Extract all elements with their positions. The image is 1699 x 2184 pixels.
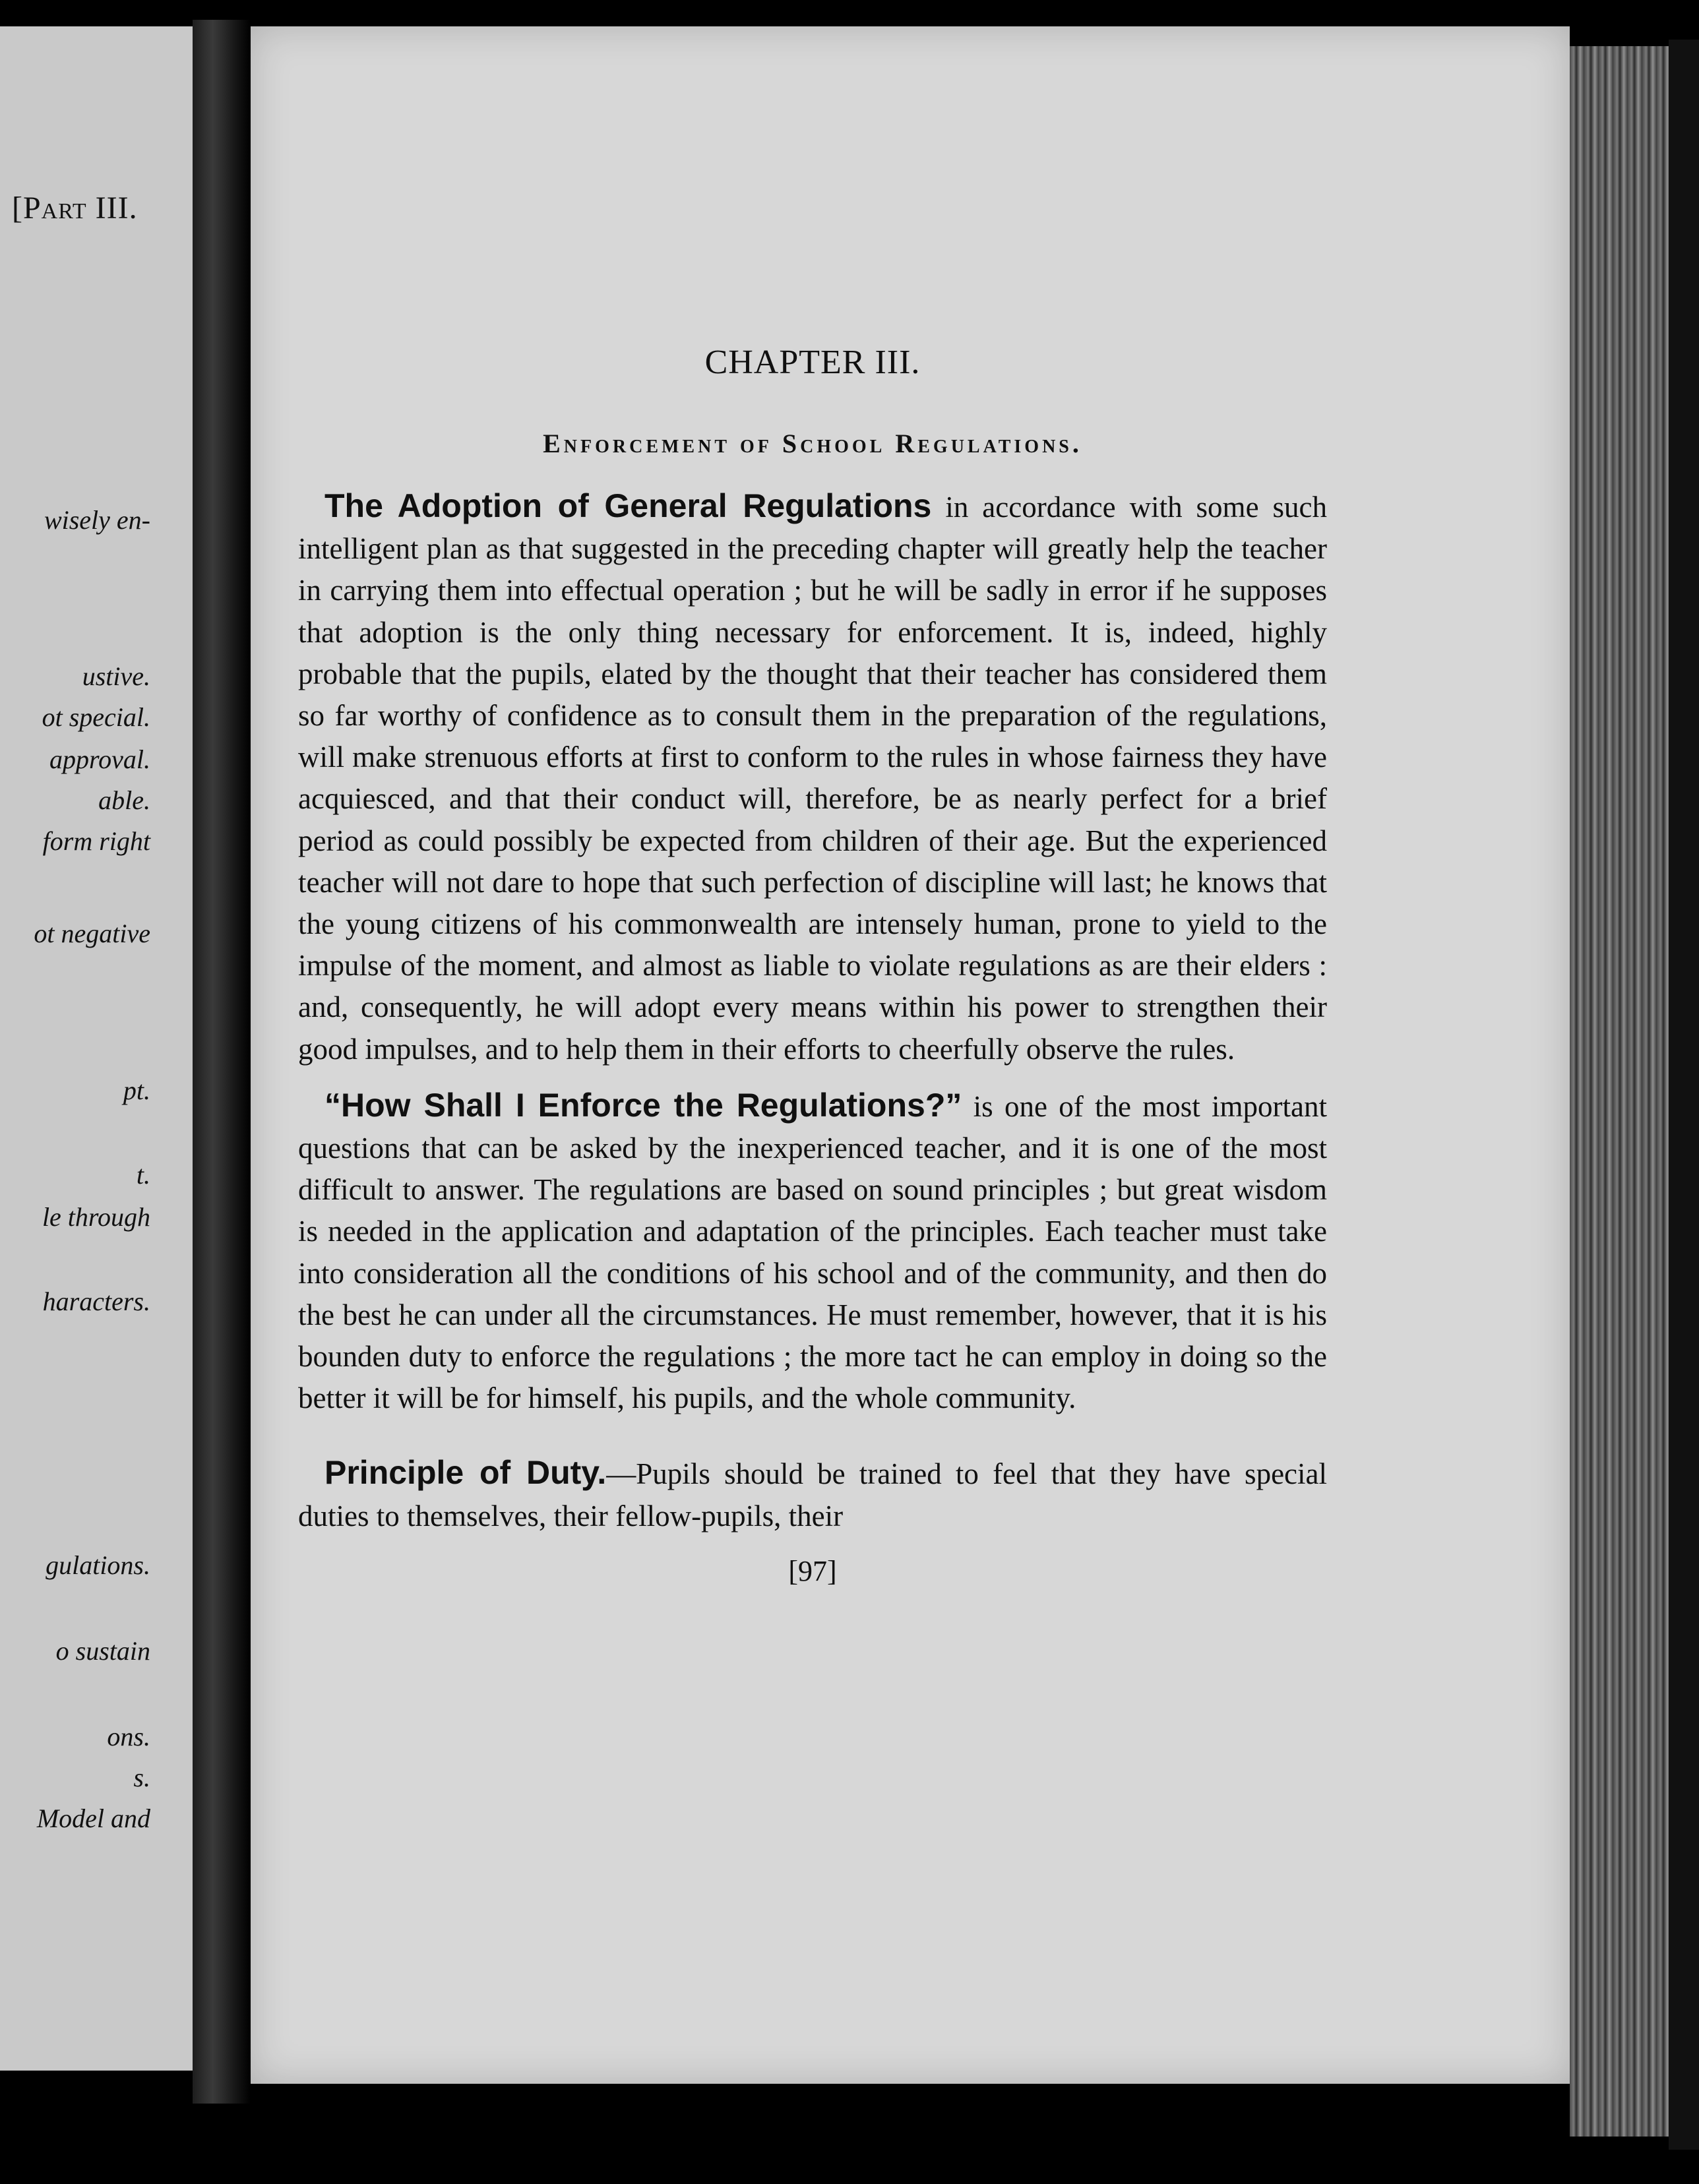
margin-text-line: haracters. — [42, 1287, 150, 1316]
running-header: [Part III. — [12, 191, 138, 226]
margin-text-line: s. — [133, 1763, 150, 1792]
paragraph-lead: Principle of Duty. — [324, 1454, 607, 1492]
margin-text-line: pt. — [123, 1076, 150, 1105]
paragraph-text: —Pupils should be trained to feel that they have special duties to themselves, their fellow-pupils, their — [298, 1457, 1327, 1532]
margin-text-line: approval. — [49, 744, 150, 774]
margin-text-line: o sustain — [55, 1636, 150, 1666]
margin-text-line: ons. — [107, 1722, 150, 1751]
paragraph-duty — [298, 1452, 1327, 1536]
page-content — [298, 343, 1327, 1588]
paragraph-adoption — [298, 485, 1327, 1070]
margin-text-line: le through — [42, 1202, 150, 1232]
section-title: Enforcement of School Regulations. — [543, 429, 1082, 458]
margin-text-line: t. — [136, 1160, 150, 1190]
chapter-heading: CHAPTER III. — [704, 344, 921, 381]
facing-page — [0, 26, 195, 2071]
margin-text-line: ot negative — [34, 919, 150, 948]
page-edges-shadow — [1669, 40, 1699, 2150]
margin-text-line: Model and — [36, 1804, 150, 1833]
paragraph-lead: The Adoption of General Regulations — [324, 487, 932, 524]
margin-text-line: wisely en- — [44, 505, 150, 535]
page-number: [97] — [788, 1554, 837, 1587]
paragraph-text: is one of the most important questions that can be asked by the inexperienced teacher, and it is one of the most difficult to answer. The regulations are based on sound principles ; but great wisdom is needed in the application and adaptation of the principles. Each teacher must take into consideration all the conditions of his school and of the community, and then do the best he can under all the circumstances. He must remember, however, that it is his bounden duty to enforce the regulations ; the more tact he can employ in doing so the better it will be for himself, his pupils, and the whole community. — [298, 1089, 1327, 1415]
paragraph-enforce — [298, 1085, 1327, 1420]
margin-text-line: form right — [42, 826, 150, 856]
paragraph-text: in accordance with some such intelligent plan as that suggested in the preceding chapter will greatly help the teacher in carrying them into effectual operation ; but he will be sadly in error if he supposes that adoption is the only thing necessary for enforcement. It is, indeed, highly probable that the pupils, elated by the thought that their teacher has considered them so far worthy of confidence as to consult them in the preparation of the regulations, will make strenuous efforts at first to conform to the rules in whose fairness they have acquiesced, and that their conduct will, therefore, be as nearly perfect for a brief period as could possibly be expected from children of their age. But the experienced teacher will not dare to hope that such perfection of discipline will last; he knows that the young citizens of his commonwealth are intensely human, prone to yield to the impulse of the moment, and almost as liable to violate regulations as are their elders : and, consequently, he will adopt every means within his power to strengthen their good impulses, and to help them in their efforts to cheerfully observe the rules. — [298, 491, 1327, 1066]
margin-text-line: ot special. — [42, 702, 150, 732]
margin-text-line: able. — [98, 785, 150, 815]
paragraph-lead: “How Shall I Enforce the Regulations?” — [324, 1086, 962, 1124]
book-gutter — [193, 20, 251, 2104]
margin-text-line: ustive. — [82, 661, 150, 691]
margin-text-line: gulations. — [46, 1550, 150, 1580]
